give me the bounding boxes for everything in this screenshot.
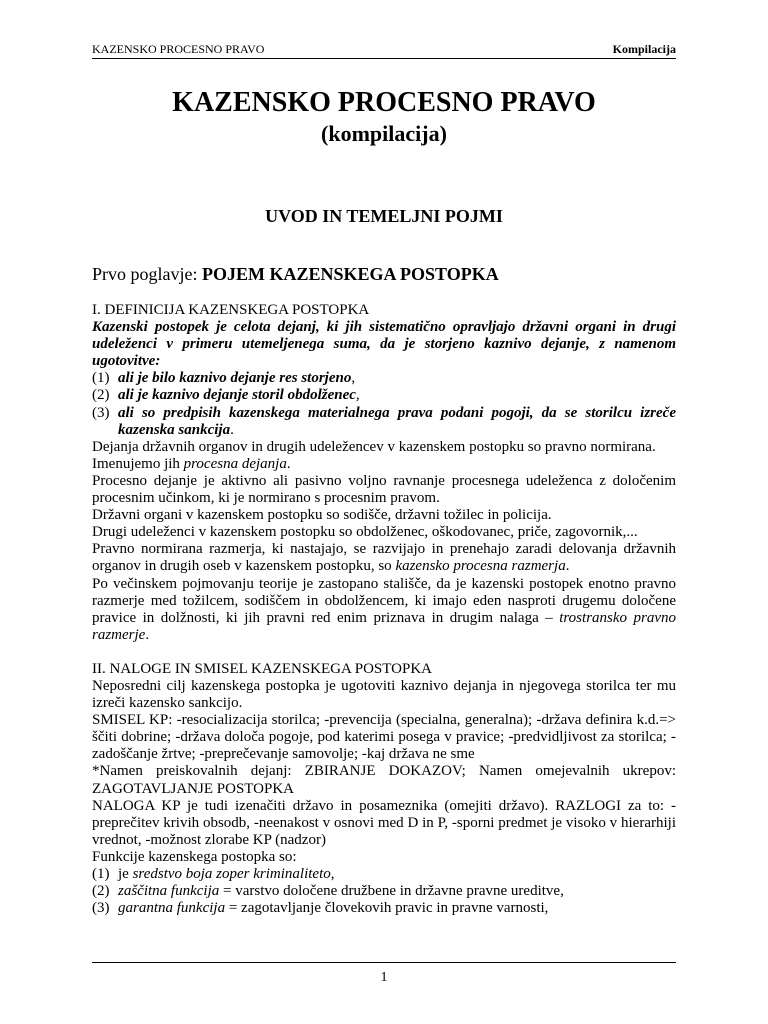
definition-list-item: [92, 370, 676, 387]
definition-list-item: [92, 405, 676, 439]
text-span: Po večinskem pojmovanju teorije je zastopano stališče, da je kazenski postopek enotno pravno razmerje med tožilcem, sodiščem in obdolžencem, ki imajo eden nasproti drugemu določene pravice in dolžnosti, ki jih pravni red enim priznava in drugim nalaga –: [92, 575, 676, 626]
header-right: Kompilacija: [612, 42, 676, 56]
paragraph: Procesno dejanje je aktivno ali pasivno voljno ravnanje procesnega udeleženca z določenim procesnim učinkom, ki je normirano s procesnim pravom.: [92, 472, 676, 507]
italic-term: kazensko procesna razmerja: [395, 558, 566, 575]
text-span: je: [118, 866, 133, 882]
text-span: .: [565, 558, 570, 575]
chapter-title: POJEM KAZENSKEGA POSTOPKA: [202, 264, 499, 284]
chapter-heading: [92, 262, 676, 286]
list-number: (2): [92, 387, 110, 404]
section-2-heading: II. NALOGE IN SMISEL KAZENSKEGA POSTOPKA: [92, 660, 433, 677]
function-list-item: [92, 900, 676, 917]
list-number: (1): [92, 370, 110, 387]
paragraph: [92, 576, 676, 644]
paragraph: Državni organi v kazenskem postopku so sodišče, državni tožilec in policija.: [92, 507, 552, 524]
header-divider: [92, 58, 676, 59]
text-span: Pravno normirana razmerja, ki nastajajo, se razvijajo in prenehajo zaradi delovanja državnih organov in drugih oseb v kazenskem postopku, so: [92, 541, 676, 575]
text-span: ,: [330, 866, 335, 882]
spacer: [92, 644, 676, 661]
list-text: ali je bilo kaznivo dejanje res storjeno: [118, 370, 352, 387]
document-subtitle: (kompilacija): [321, 121, 447, 146]
italic-term: zaščitna funkcija: [118, 883, 220, 900]
paragraph: Neposredni cilj kazenskega postopka je ugotoviti kaznivo dejanja in njegovega storilca ter mu izreči kazensko sankcijo.: [92, 677, 676, 712]
text-span: = zagotavljanje človekovih pravic in pravne varnosti,: [225, 900, 549, 917]
italic-term: sredstvo boja zoper kriminaliteto: [132, 866, 331, 882]
text-span: .: [145, 626, 150, 643]
italic-term: procesna dejanja: [183, 455, 287, 472]
function-list-item: [92, 883, 676, 900]
function-list-item: [92, 866, 676, 883]
text-span: = varstvo določene družbene in državne pravne ureditve,: [219, 883, 564, 900]
list-number: (1): [92, 866, 110, 882]
footer-divider: [92, 962, 676, 963]
definition-paragraph: Kazenski postopek je celota dejanj, ki jih sistematično opravljajo državni organi in drugi udeleženci v primeru utemeljenega suma, da je storjeno kaznivo dejanje, z namenom ugotovitve:: [92, 319, 676, 370]
italic-term: garantna funkcija: [118, 900, 226, 917]
italic-term: trostransko pravno razmerje: [92, 609, 677, 643]
paragraph: [92, 456, 676, 473]
page-number: 1: [380, 970, 388, 985]
paragraph: SMISEL KP: -resocializacija storilca; -prevencija (specialna, generalna); -država definira k.d.=> ščiti dobrine; -država določa pogoje, pod katerimi posega v pravice; -predvidljivost za storilca; -zadoščanje žrtve; -preprečevanje samovolje; -kaj država ne sme: [92, 712, 676, 763]
paragraph: Drugi udeleženci v kazenskem postopku so obdolženec, oškodovanec, priče, zagovornik,...: [92, 524, 638, 541]
chapter-prefix: Prvo poglavje:: [92, 264, 198, 284]
list-end: ,: [351, 370, 356, 387]
section-1-heading: I. DEFINICIJA KAZENSKEGA POSTOPKA: [92, 302, 370, 318]
definition-list-item: [92, 387, 676, 404]
section-title: UVOD IN TEMELJNI POJMI: [265, 206, 503, 226]
list-end: .: [230, 421, 234, 438]
text-span: Imenujemo jih: [92, 455, 184, 472]
list-number: (3): [92, 404, 110, 421]
list-number: (3): [92, 900, 110, 917]
paragraph: Funkcije kazenskega postopka so:: [92, 848, 297, 865]
text-span: .: [286, 455, 291, 472]
paragraph: [92, 541, 676, 575]
paragraph: NALOGA KP je tudi izenačiti državo in posameznika (omejiti državo). RAZLOGI za to: -preprečitev krivih obsodb, -neenakost v osnovi med D in P, -sporni predmet je visoko v hierarhiji vrednot, -možnost zlorabe KP (nadzor): [92, 797, 676, 848]
paragraph: *Namen preiskovalnih dejanj: ZBIRANJE DOKAZOV; Namen omejevalnih ukrepov: ZAGOTAVLJANJE POSTOPKA: [92, 763, 676, 797]
list-end: ,: [355, 387, 360, 404]
list-number: (2): [92, 883, 110, 900]
list-text: ali so predpisih kazenskega materialnega prava podani pogoji, da se storilcu izreče kazenska sankcija: [118, 404, 676, 438]
list-text: ali je kaznivo dejanje storil obdolženec: [118, 387, 356, 404]
paragraph: Dejanja državnih organov in drugih udeležencev v kazenskem postopku so pravno normirana.: [92, 438, 656, 455]
document-title: KAZENSKO PROCESNO PRAVO: [172, 87, 596, 118]
document-body: [92, 302, 676, 917]
header-left: KAZENSKO PROCESNO PRAVO: [92, 42, 265, 56]
